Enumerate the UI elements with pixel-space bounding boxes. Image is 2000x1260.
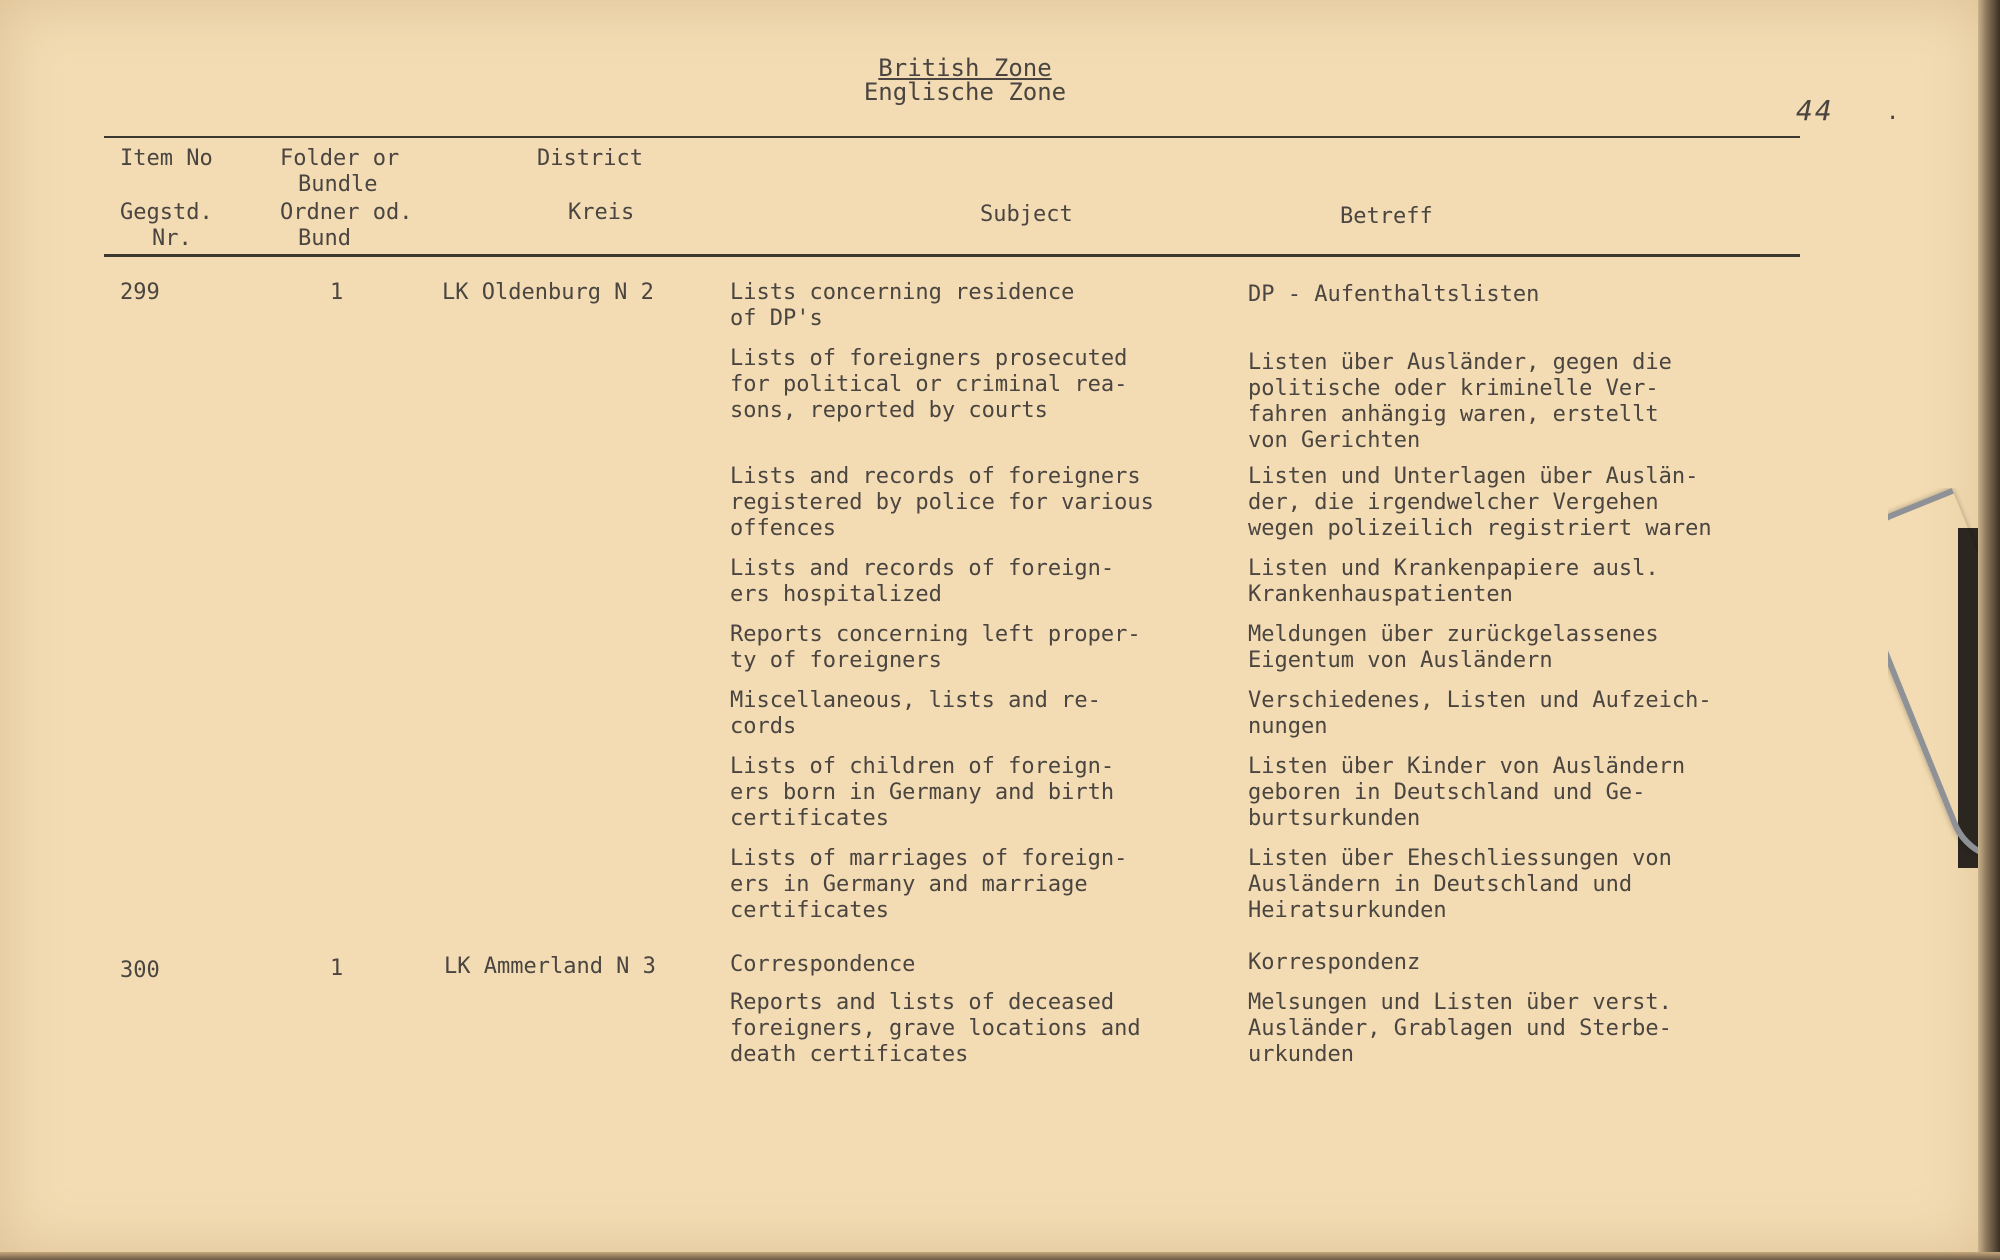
title-english: British Zone (878, 54, 1052, 82)
entry-betreff: Melsungen und Listen über verst. Ausländer, Grablagen und Sterbe- urkunden (1248, 990, 1672, 1067)
header-district-en: District (537, 146, 643, 171)
header-item-no-en: Item No (120, 146, 213, 171)
header-folder-en: Folder or (280, 146, 400, 171)
entry-subject: Lists and records of foreigners registered by police for various offences (730, 464, 1154, 541)
entry-item-no: 300 (120, 958, 160, 983)
header-item-no-de: Gegstd. (120, 200, 213, 225)
zone-title (760, 56, 1170, 104)
entry-subject: Lists of children of foreign- ers born in Germany and birth certificates (730, 754, 1115, 831)
header-bottom-rule (104, 254, 1800, 257)
header-top-rule (104, 136, 1800, 138)
header-district-de: Kreis (568, 200, 635, 225)
entry-subject: Correspondence (730, 952, 916, 977)
header-betreff: Betreff (1340, 204, 1433, 229)
header-folder-bundle: Bundle (298, 172, 378, 197)
entry-subject: Lists and records of foreign- ers hospitalized (730, 556, 1115, 607)
trailing-mark: . (1886, 100, 1900, 125)
entry-betreff: Meldungen über zurückgelassenes Eigentum von Ausländern (1248, 622, 1659, 673)
entry-betreff: Verschiedenes, Listen und Aufzeich- nungen (1248, 688, 1712, 739)
entry-betreff: Listen und Krankenpapiere ausl. Krankenhauspatienten (1248, 556, 1659, 607)
entry-district: LK Ammerland N 3 (444, 954, 656, 979)
entry-subject: Lists concerning residence of DP's (730, 280, 1075, 331)
page-edge (1978, 0, 2000, 1260)
page-bottom-edge (0, 1252, 2000, 1260)
entry-subject: Reports concerning left proper- ty of foreigners (730, 622, 1141, 673)
entry-betreff: Listen über Ausländer, gegen die politische oder kriminelle Ver- fahren anhängig waren, erstellt von Gerichten (1248, 350, 1672, 453)
entry-subject: Reports and lists of deceased foreigners, grave locations and death certificates (730, 990, 1141, 1067)
header-folder-de: Ordner od. (280, 200, 413, 225)
entry-item-no: 299 (120, 280, 160, 305)
entry-subject: Miscellaneous, lists and re- cords (730, 688, 1101, 739)
entry-betreff: Listen und Unterlagen über Auslän- der, die irgendwelcher Vergehen wegen polizeilich registriert waren (1248, 464, 1712, 541)
entry-betreff: Korrespondenz (1248, 950, 1421, 975)
title-german: Englische Zone (863, 78, 1067, 106)
entry-district: LK Oldenburg N 2 (442, 280, 654, 305)
page-number: 44 (1796, 94, 1834, 127)
entry-folder: 1 (330, 956, 344, 981)
header-folder-bund: Bund (298, 226, 351, 251)
entry-betreff: Listen über Eheschliessungen von Ausländern in Deutschland und Heiratsurkunden (1248, 846, 1672, 923)
entry-betreff: Listen über Kinder von Ausländern geboren in Deutschland und Ge- burtsurkunden (1248, 754, 1686, 831)
entry-folder: 1 (330, 280, 344, 305)
entry-betreff: DP - Aufenthaltslisten (1248, 282, 1540, 307)
header-item-no-de-nr: Nr. (152, 226, 192, 251)
header-subject: Subject (980, 202, 1073, 227)
entry-subject: Lists of foreigners prosecuted for political or criminal rea- sons, reported by courts (730, 346, 1128, 423)
entry-subject: Lists of marriages of foreign- ers in Germany and marriage certificates (730, 846, 1128, 923)
